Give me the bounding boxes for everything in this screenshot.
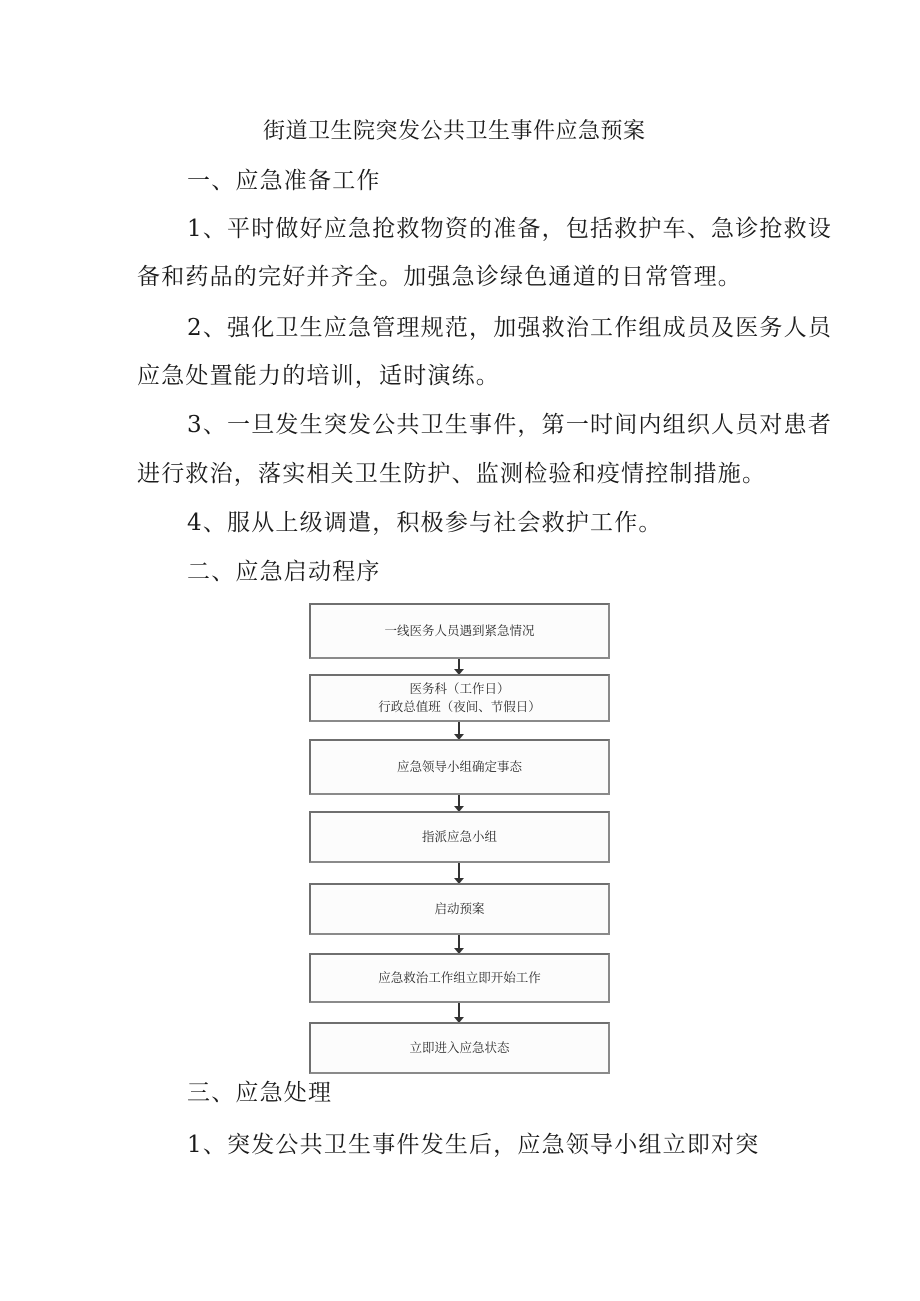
flow-arrow [458, 863, 460, 879]
flow-arrow [458, 795, 460, 807]
paragraph-line: 4、服从上级调遣，积极参与社会救护工作。 [187, 510, 663, 536]
flow-step-label: 行政总值班（夜间、节假日） [378, 699, 541, 714]
flow-step-leadership-group [309, 739, 610, 795]
flow-arrow [458, 935, 460, 949]
flow-arrow [458, 722, 460, 735]
paragraph-line: 1、平时做好应急抢救物资的准备，包括救护车、急诊抢救设 [187, 216, 833, 242]
flow-step-label: 启动预案 [434, 901, 485, 916]
flow-step-label: 应急领导小组确定事态 [396, 759, 522, 774]
flow-step-label: 立即进入应急状态 [409, 1040, 510, 1055]
paragraph-line: 3、一旦发生突发公共卫生事件，第一时间内组织人员对患者 [187, 412, 833, 438]
activation-flowchart [305, 601, 616, 1076]
document-title: 街道卫生院突发公共卫生事件应急预案 [263, 119, 646, 144]
flow-step-label: 应急救治工作组立即开始工作 [378, 970, 541, 985]
section-heading-activation: 二、应急启动程序 [187, 559, 381, 585]
flow-step-assign-team [309, 811, 610, 863]
flow-step-activate-plan [309, 883, 610, 935]
section-heading-handling: 三、应急处理 [187, 1080, 333, 1106]
paragraph-line: 应急处置能力的培训，适时演练。 [137, 363, 500, 389]
paragraph-line: 备和药品的完好并齐全。加强急诊绿色通道的日常管理。 [137, 264, 742, 290]
paragraph-line: 1、突发公共卫生事件发生后，应急领导小组立即对突 [187, 1132, 760, 1158]
paragraph-line: 进行救治，落实相关卫生防护、监测检验和疫情控制措施。 [137, 461, 767, 487]
flow-step-label: 指派应急小组 [421, 829, 497, 844]
flow-step-medical-office [309, 674, 610, 722]
section-heading-preparation: 一、应急准备工作 [187, 168, 381, 194]
flow-arrow [458, 1003, 460, 1018]
flow-step-frontline [309, 603, 610, 659]
flow-step-treatment-team [309, 953, 610, 1003]
paragraph-line: 2、强化卫生应急管理规范，加强救治工作组成员及医务人员 [187, 315, 833, 341]
flow-step-emergency-state [309, 1022, 610, 1074]
flow-arrow [458, 659, 460, 670]
flow-step-label: 医务科（工作日） [409, 681, 510, 696]
flow-step-label: 一线医务人员遇到紧急情况 [384, 623, 535, 638]
